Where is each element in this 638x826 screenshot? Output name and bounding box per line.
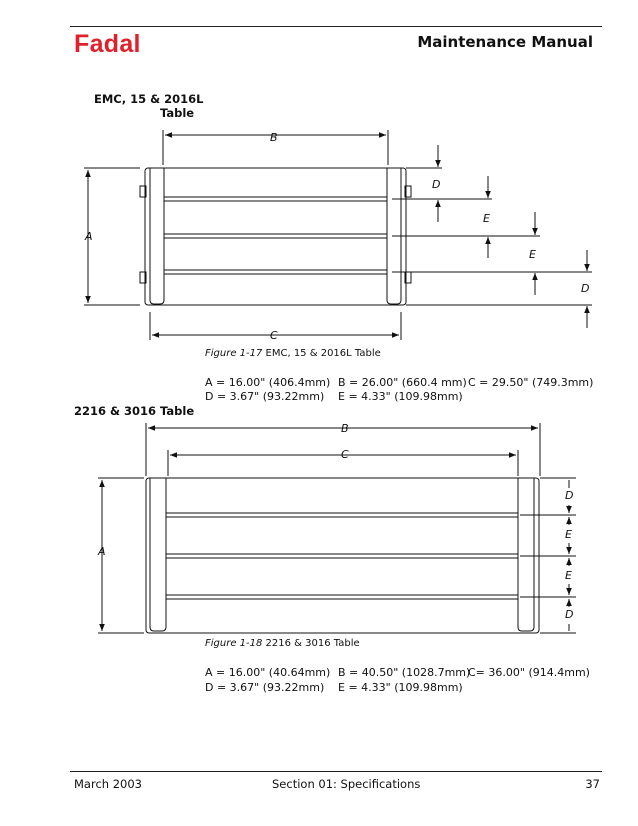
figure-1-18-title: 2216 & 3016 Table (262, 638, 360, 649)
label-e4: E (565, 569, 572, 582)
table2-outline (146, 478, 539, 633)
figure-1-18-number: Figure 1-18 (205, 638, 263, 649)
spec2-e: E = 4.33" (109.98mm) (338, 681, 463, 694)
label-c1: C (270, 329, 278, 342)
spec2-a: A = 16.00" (40.64mm) (205, 666, 331, 679)
label-e3: E (565, 528, 572, 541)
spec1-d: D = 3.67" (93.22mm) (205, 390, 325, 403)
label-d1-top: D (432, 178, 441, 191)
section1-heading-line2: Table (160, 106, 195, 120)
spec1-e: E = 4.33" (109.98mm) (338, 390, 463, 403)
label-d2-top: D (565, 489, 574, 502)
spec1-c: C = 29.50" (749.3mm) (468, 376, 594, 389)
label-c2: C (341, 448, 349, 461)
label-e1: E (483, 212, 490, 225)
figure-1-18-caption (205, 638, 360, 649)
table2-slot (166, 595, 518, 599)
table2-right-cap (518, 478, 534, 631)
spec2-d: D = 3.67" (93.22mm) (205, 681, 325, 694)
document-title: Maintenance Manual (417, 33, 593, 51)
footer-page-number: 37 (585, 777, 600, 791)
section1-heading-line1: EMC, 15 & 2016L (94, 92, 204, 106)
section2-heading: 2216 & 3016 Table (74, 404, 195, 418)
label-d2-bottom: D (565, 608, 574, 621)
table2-left-cap (150, 478, 166, 631)
brand-logo: Fadal (74, 30, 141, 58)
table2-slot (166, 513, 518, 517)
label-d1-bottom: D (581, 282, 590, 295)
label-b2: B (341, 422, 349, 435)
label-e2: E (529, 248, 536, 261)
footer-date: March 2003 (74, 777, 142, 791)
spec2-c: C= 36.00" (914.4mm) (468, 666, 590, 679)
label-a2: A (98, 545, 106, 558)
spec1-b: B = 26.00" (660.4 mm) (338, 376, 467, 389)
figure-1-17-number: Figure 1-17 (205, 348, 263, 359)
spec2-b: B = 40.50" (1028.7mm) (338, 666, 471, 679)
footer-rule (70, 771, 602, 772)
label-a1: A (85, 230, 93, 243)
table2-slot (166, 554, 518, 558)
spec1-a: A = 16.00" (406.4mm) (205, 376, 331, 389)
label-b1: B (270, 131, 278, 144)
figure-1-17-title: EMC, 15 & 2016L Table (262, 348, 381, 359)
footer-section: Section 01: Specifications (272, 777, 421, 791)
